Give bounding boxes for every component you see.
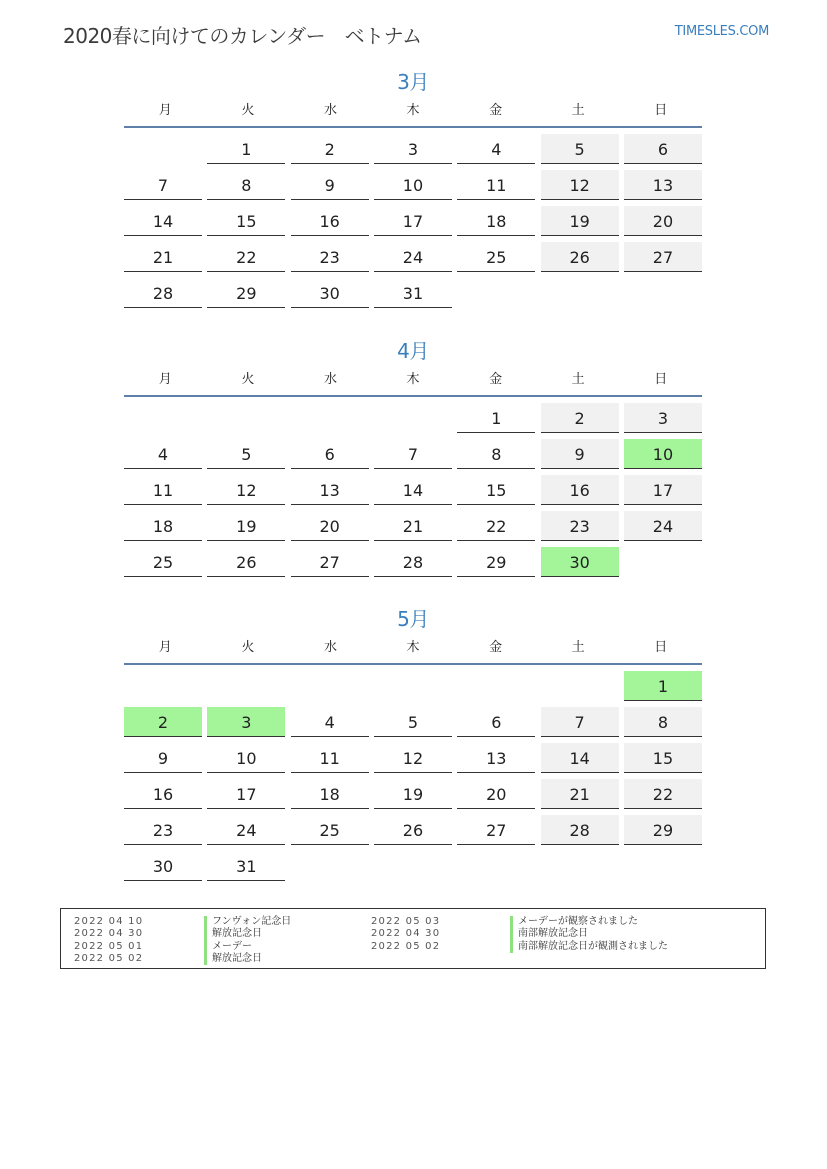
page-title: 2020春に向けてのカレンダー ベトナム: [63, 24, 422, 48]
day-cell: 16: [291, 206, 369, 236]
day-cell: 25: [457, 242, 535, 272]
day-cell: 2: [541, 403, 619, 433]
legend-names-left: [204, 916, 291, 965]
month-march: [124, 68, 702, 314]
day-cell: 30: [541, 547, 619, 577]
weekday-header: [124, 369, 702, 397]
day-cell: 25: [291, 815, 369, 845]
day-cell: 23: [124, 815, 202, 845]
day-cell: 11: [124, 475, 202, 505]
day-cell: 25: [124, 547, 202, 577]
brand-link[interactable]: TIMESLES.COM: [674, 24, 769, 39]
day-cell: 3: [374, 134, 452, 164]
weekday-label: 水: [323, 640, 337, 655]
legend-holiday-name: メーデーが観察されました: [510, 916, 668, 928]
day-cell: 23: [291, 242, 369, 272]
day-cell: 6: [624, 134, 702, 164]
day-grid: [124, 403, 702, 583]
day-cell: 31: [374, 278, 452, 308]
day-cell: 17: [624, 475, 702, 505]
day-cell: 26: [541, 242, 619, 272]
day-cell: 24: [207, 815, 285, 845]
legend-date: 2022 04 10: [74, 916, 144, 927]
day-cell: 14: [541, 743, 619, 773]
empty-cell: [374, 403, 452, 433]
day-cell: 2: [124, 707, 202, 737]
weekday-label: 水: [323, 372, 337, 387]
weekday-label: 木: [406, 372, 420, 387]
day-cell: 9: [541, 439, 619, 469]
weekday-label: 火: [241, 372, 255, 387]
legend-names-right: [510, 916, 668, 953]
empty-cell: [457, 671, 535, 701]
day-cell: 27: [624, 242, 702, 272]
day-cell: 5: [374, 707, 452, 737]
day-cell: 11: [291, 743, 369, 773]
day-cell: 11: [457, 170, 535, 200]
day-cell: 30: [124, 851, 202, 881]
day-cell: 14: [374, 475, 452, 505]
empty-cell: [124, 134, 202, 164]
legend-holiday-name: 南部解放記念日: [510, 928, 668, 940]
holiday-legend: [60, 908, 766, 969]
day-cell: 1: [624, 671, 702, 701]
day-cell: 12: [374, 743, 452, 773]
legend-holiday-name: 南部解放記念日が観測されました: [510, 941, 668, 953]
day-cell: 30: [291, 278, 369, 308]
day-cell: 3: [207, 707, 285, 737]
weekday-label: 木: [406, 640, 420, 655]
day-cell: 26: [374, 815, 452, 845]
empty-cell: [291, 403, 369, 433]
weekday-label: 水: [323, 103, 337, 118]
empty-cell: [291, 671, 369, 701]
day-cell: 4: [291, 707, 369, 737]
day-cell: 5: [207, 439, 285, 469]
weekday-header: [124, 100, 702, 128]
day-cell: 12: [541, 170, 619, 200]
weekday-label: 火: [241, 640, 255, 655]
day-cell: 6: [457, 707, 535, 737]
weekday-label: 木: [406, 103, 420, 118]
day-cell: 22: [207, 242, 285, 272]
weekday-label: 土: [571, 372, 585, 387]
day-cell: 21: [374, 511, 452, 541]
weekday-label: 月: [158, 372, 172, 387]
legend-holiday-name: メーデー: [204, 941, 291, 953]
day-cell: 13: [457, 743, 535, 773]
day-cell: 16: [124, 779, 202, 809]
empty-cell: [124, 671, 202, 701]
day-cell: 15: [457, 475, 535, 505]
day-cell: 24: [374, 242, 452, 272]
day-cell: 6: [291, 439, 369, 469]
day-cell: 8: [457, 439, 535, 469]
day-cell: 10: [207, 743, 285, 773]
empty-cell: [374, 671, 452, 701]
day-cell: 16: [541, 475, 619, 505]
legend-holiday-name: 解放記念日: [204, 928, 291, 940]
weekday-label: 日: [654, 372, 668, 387]
weekday-label: 日: [654, 640, 668, 655]
day-cell: 13: [624, 170, 702, 200]
day-cell: 29: [624, 815, 702, 845]
day-cell: 1: [457, 403, 535, 433]
weekday-label: 金: [489, 103, 503, 118]
legend-dates-left: [74, 916, 143, 965]
day-cell: 22: [457, 511, 535, 541]
day-cell: 15: [207, 206, 285, 236]
day-grid: [124, 671, 702, 887]
month-april: [124, 337, 702, 583]
day-cell: 28: [124, 278, 202, 308]
day-cell: 27: [457, 815, 535, 845]
day-cell: 10: [374, 170, 452, 200]
day-cell: 28: [541, 815, 619, 845]
day-cell: 19: [541, 206, 619, 236]
day-cell: 3: [624, 403, 702, 433]
weekday-label: 土: [571, 640, 585, 655]
day-cell: 21: [541, 779, 619, 809]
month-title: 5月: [397, 607, 429, 631]
day-cell: 20: [457, 779, 535, 809]
legend-date: 2022 05 01: [74, 940, 144, 952]
day-cell: 12: [207, 475, 285, 505]
day-cell: 13: [291, 475, 369, 505]
legend-dates-right: [371, 916, 440, 953]
day-cell: 7: [374, 439, 452, 469]
day-cell: 14: [124, 206, 202, 236]
empty-cell: [207, 671, 285, 701]
day-cell: 26: [207, 547, 285, 577]
empty-cell: [541, 671, 619, 701]
legend-date: 2022 04 30: [74, 928, 144, 940]
legend-holiday-name: フンヴォン記念日: [204, 916, 291, 928]
day-cell: 19: [207, 511, 285, 541]
weekday-label: 火: [241, 103, 255, 118]
empty-cell: [124, 403, 202, 433]
weekday-label: 月: [158, 640, 172, 655]
day-cell: 18: [291, 779, 369, 809]
weekday-label: 月: [158, 103, 172, 118]
day-cell: 4: [124, 439, 202, 469]
day-cell: 1: [207, 134, 285, 164]
day-cell: 29: [207, 278, 285, 308]
weekday-label: 日: [654, 103, 668, 118]
day-cell: 8: [207, 170, 285, 200]
day-cell: 31: [207, 851, 285, 881]
day-cell: 17: [207, 779, 285, 809]
day-cell: 20: [291, 511, 369, 541]
day-cell: 4: [457, 134, 535, 164]
day-cell: 5: [541, 134, 619, 164]
day-cell: 22: [624, 779, 702, 809]
legend-date: 2022 05 03: [371, 916, 441, 927]
day-cell: 28: [374, 547, 452, 577]
legend-holiday-name: 解放記念日: [204, 953, 291, 965]
month-may: [124, 605, 702, 887]
legend-date: 2022 04 30: [371, 928, 441, 940]
day-cell: 9: [124, 743, 202, 773]
day-cell: 10: [624, 439, 702, 469]
month-title: 3月: [397, 70, 429, 94]
weekday-label: 金: [489, 640, 503, 655]
day-cell: 29: [457, 547, 535, 577]
day-cell: 18: [457, 206, 535, 236]
empty-cell: [207, 403, 285, 433]
day-cell: 18: [124, 511, 202, 541]
day-cell: 21: [124, 242, 202, 272]
legend-date: 2022 05 02: [371, 940, 441, 952]
day-cell: 23: [541, 511, 619, 541]
day-cell: 2: [291, 134, 369, 164]
day-cell: 8: [624, 707, 702, 737]
day-grid: [124, 134, 702, 314]
weekday-label: 金: [489, 372, 503, 387]
weekday-label: 土: [571, 103, 585, 118]
day-cell: 27: [291, 547, 369, 577]
day-cell: 17: [374, 206, 452, 236]
day-cell: 19: [374, 779, 452, 809]
day-cell: 24: [624, 511, 702, 541]
weekday-header: [124, 637, 702, 665]
day-cell: 15: [624, 743, 702, 773]
day-cell: 7: [124, 170, 202, 200]
day-cell: 7: [541, 707, 619, 737]
month-title: 4月: [397, 339, 429, 363]
legend-date: 2022 05 02: [74, 952, 144, 964]
day-cell: 9: [291, 170, 369, 200]
day-cell: 20: [624, 206, 702, 236]
